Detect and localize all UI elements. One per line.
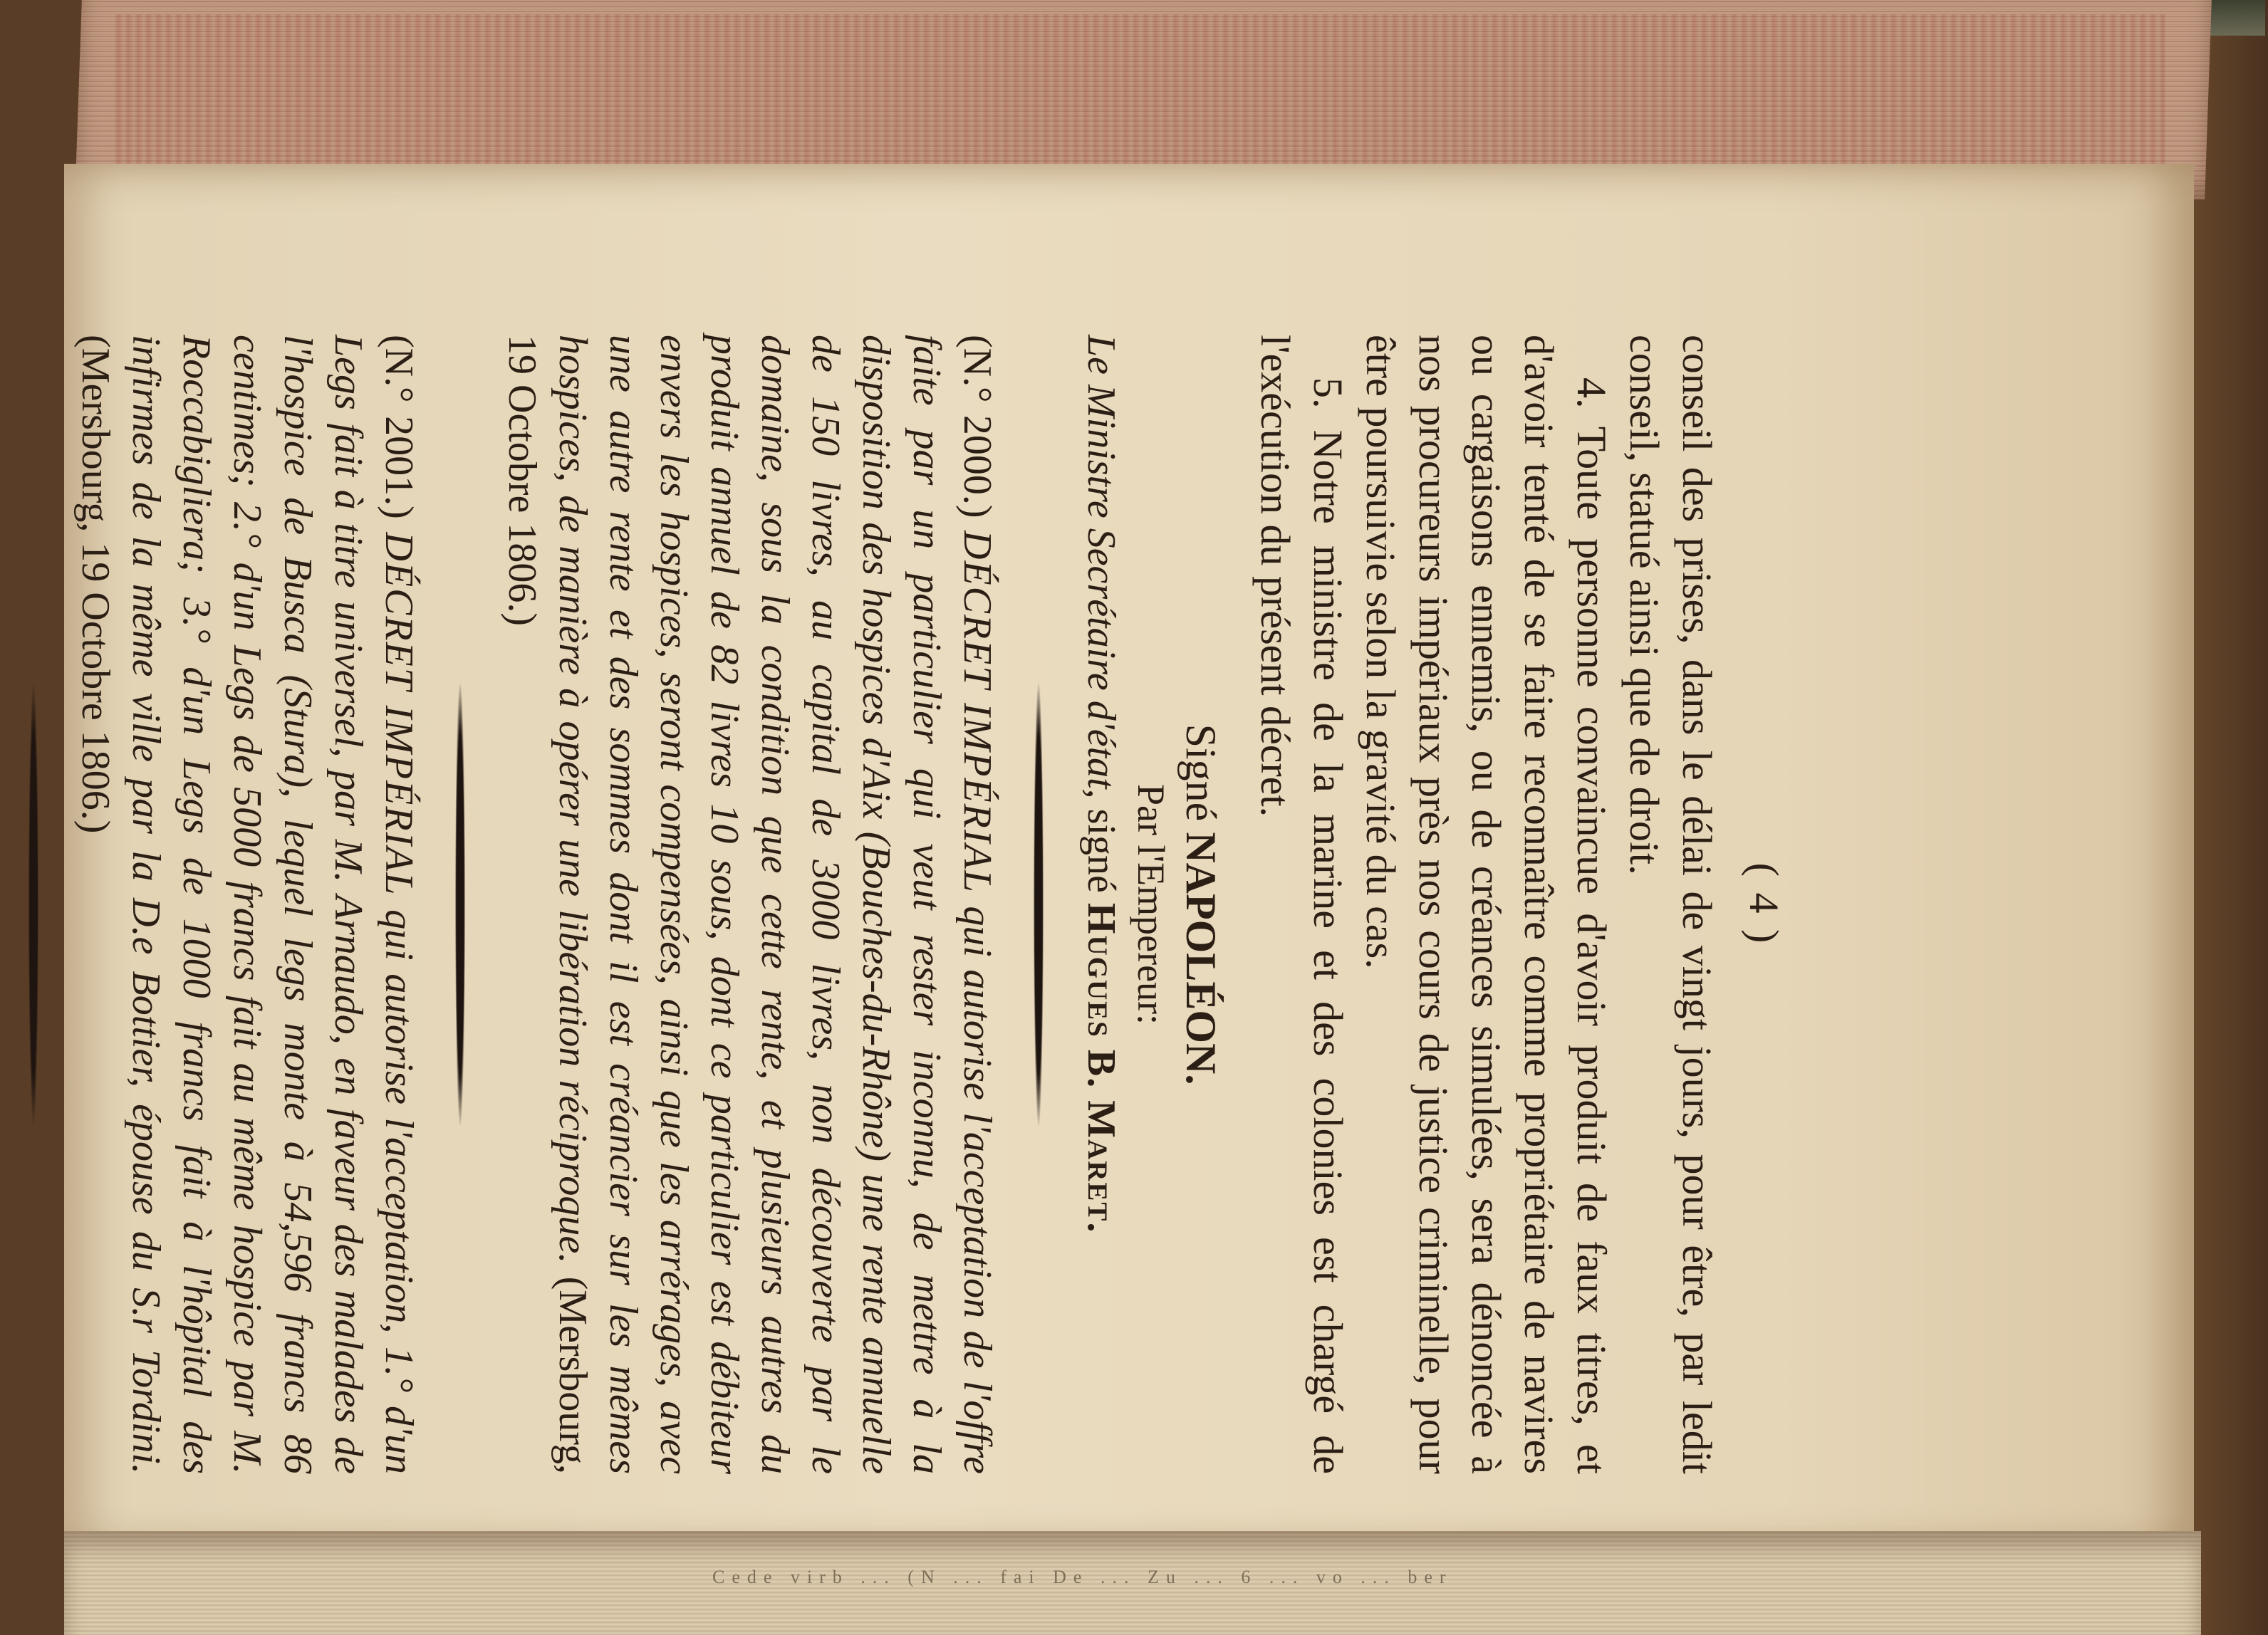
page-body xyxy=(0,335,1788,1474)
facing-page-text: Cede virb ... (N ... fai De ... Zu ... 6 ... vo ... ber xyxy=(712,1567,1453,1587)
decree-2001 xyxy=(70,335,424,1474)
red-speckled-edge xyxy=(114,14,2165,185)
signed-name: NAPOLÉON. xyxy=(1177,832,1224,1085)
secretary-signature xyxy=(1075,335,1128,1474)
paragraph-continued: conseil des prises, dans le délai de vingt jours, pour être, par ledit conseil, statué ainsi que de droit. xyxy=(1621,335,1720,1474)
section-rule xyxy=(28,684,38,1125)
decree-2001-number: (N.° 2001.) xyxy=(377,335,421,519)
decree-2001-body: qui autorise l'acceptation, 1.° d'un Legs fait à titre universel, par M. Arnaudo, en faveur des malades de l'hospice de Busca (Stura), lequel legs monte à 54,596 francs 86 centimes; 2.° d'un Legs de 5000 francs fait au même hospice par M. Roccabigliera; 3.° d'un Legs de 1000 francs fait à l'hôpital des infirmes de la même ville par la D.e Bottier, épouse du S.r Tordini. xyxy=(124,335,421,1474)
decree-2000 xyxy=(496,335,1002,1474)
decree-2001-date: (Mersbourg, 19 Octobre 1806.) xyxy=(73,335,118,834)
paragraph-article-4: 4. Toute personne convaincue d'avoir produit de faux titres, et d'avoir tenté de se faire reconnaître comme propriétaire de navires ou cargaisons ennemis, ou de créances simulées, sera dénoncée à nos procureurs impériaux près nos cours de justice criminelle, pour être poursuivie selon la gravité du cas. xyxy=(1358,335,1615,1474)
decree-2000-title: DÉCRET IMPÉRIAL xyxy=(955,531,999,894)
secretary-title: Le Ministre Secrétaire d'état, xyxy=(1079,335,1123,799)
section-rule xyxy=(455,684,465,1125)
decree-2001-title: DÉCRET IMPÉRIAL xyxy=(377,532,421,897)
section-rule xyxy=(1034,684,1044,1125)
secretary-name: Hugues B. Maret. xyxy=(1079,902,1123,1234)
page-number: ( 4 ) xyxy=(1741,862,1787,946)
decree-2000-body: qui autorise l'acceptation de l'offre faite par un particulier qui veut rester inconnu, de mettre à la disposition des hospices d'Aix (Bouches-du-Rhône) une rente annuelle de 150 livres, au capital de 3000 livres, non découverte par le domaine, sous la condition que cette rente, et plusieurs autres du produit annuel de 82 livres 10 sous, dont ce particulier est débiteur envers les hospices, seront compensées, ainsi que les arrérages, avec une autre rente et des sommes dont il est créancier sur les mêmes hospices, de manière à opérer une libération réciproque. xyxy=(551,335,999,1475)
signed-prefix: Signé xyxy=(1177,724,1224,822)
secretary-signed: signé xyxy=(1079,808,1123,893)
par-empereur: Par l'Empereur: xyxy=(1130,783,1172,1025)
paragraph-article-5: 5. Notre ministre de la marine et des colonies est chargé de l'exécution du présent décret. xyxy=(1252,335,1351,1474)
decree-2000-date: (Mersbourg, 19 Octobre 1806.) xyxy=(500,335,595,1475)
signature-napoleon xyxy=(1175,335,1227,1474)
decree-2000-number: (N.° 2000.) xyxy=(955,335,999,518)
rotated-page-content xyxy=(0,207,1873,1524)
